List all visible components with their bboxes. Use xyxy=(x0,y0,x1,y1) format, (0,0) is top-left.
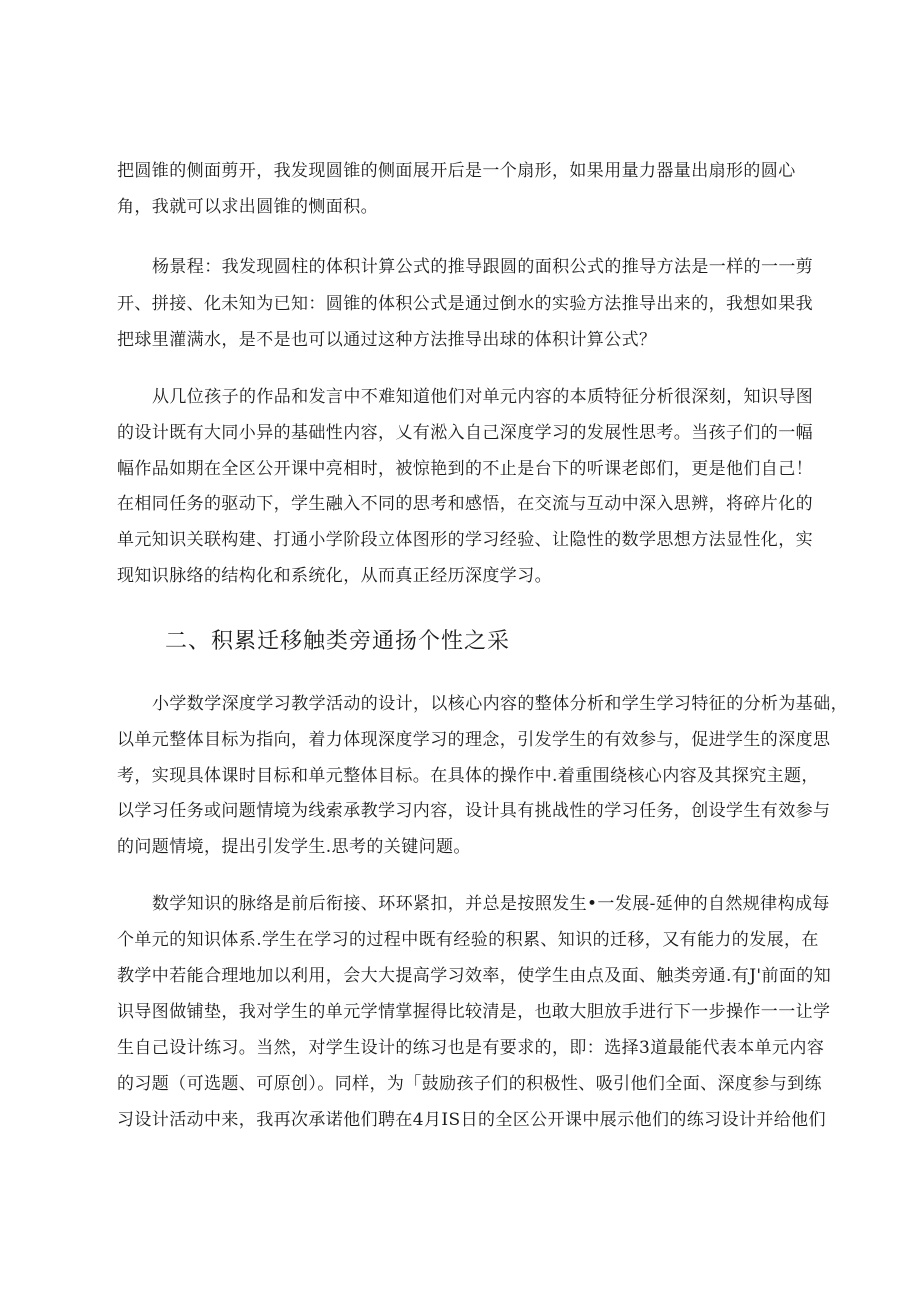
paragraph-4-line-2: 以单元整体目标为指向，着力体现深度学习的理念，引发学生的有效参与，促进学生的深度思 xyxy=(117,730,831,750)
paragraph-4-line-4: 以学习任务或问题情境为线索承教学习内容，设计具有挑战性的学习任务，创设学生有效参与 xyxy=(117,801,831,821)
paragraph-5-line-2: 个单元的知识体系.学生在学习的过程中既有经验的积累、知识的迁移，又有能力的发展，在 xyxy=(117,930,819,950)
paragraph-5-line-6: 的习题（可选题、可原创）。同样，为「鼓励孩子们的积极性、吸引他们全面、深度参与到练 xyxy=(117,1074,822,1094)
paragraph-4-line-1: 小学数学深度学习教学活动的设计，以核心内容的整体分析和学生学习特征的分析为基础， xyxy=(152,694,848,714)
paragraph-3-line-2: 的设计既有大同小异的基础性内容，乂有淞入自己深度学习的发展性思考。当孩子们的一幅 xyxy=(117,423,813,443)
paragraph-3-line-6: 现知识脉络的结构化和系统化，从而真正经历深度学习。 xyxy=(117,566,552,586)
paragraph-5-line-3: 教学中若能合理地加以利用，会大大提高学习效率，使学生由点及面、触类旁通.有J'前面的知 xyxy=(117,966,832,986)
section-heading: 二、积累迁移触类旁通扬个性之采 xyxy=(165,629,511,654)
paragraph-5-line-4: 识导图做铺垫，我对学生的单元学情掌握得比较清是，也敢大胆放手进行下一步操作一一让学 xyxy=(117,1002,831,1022)
paragraph-4-line-5: 的问题情境，提出引发学生.思考的关键问题。 xyxy=(117,837,471,857)
paragraph-5-line-5: 生自己设计练习。当然，对学生设计的练习也是有要求的，即：选择3道最能代表本单元内容 xyxy=(117,1038,825,1058)
paragraph-2-line-1: 杨景程：我发现圆柱的体积计算公式的推导跟圆的面积公式的推导方法是一样的一一剪 xyxy=(152,257,814,277)
paragraph-2-line-2: 开、拼接、化未知为已知：圆锥的体积公式是通过倒水的实验方法推导出来的，我想如果我 xyxy=(117,294,813,314)
paragraph-1-line-2: 角，我就可以求出圆锥的恻面积。 xyxy=(117,197,378,217)
paragraph-3-line-4: 在相同任务的驱动下，学生融入不同的思考和感悟，在交流与互动中深入思辨，将碎片化的 xyxy=(117,494,813,514)
paragraph-3-line-5: 单元知识关联构建、打通小学阶段立体图形的学习经验、让隐性的数学思想方法显性化，实 xyxy=(117,530,813,550)
paragraph-4-line-3: 考，实现具体课时目标和单元整体目标。在具体的操作中.着重围绕核心内容及其探究主题， xyxy=(117,766,819,786)
paragraph-3-line-1: 从几位孩子的作品和发言中不难知道他们对单元内容的本质特征分析很深刻，知识导图 xyxy=(152,387,814,407)
paragraph-2-line-3: 把球里灌满水，是不是也可以通过这种方法推导出球的体积计算公式？ xyxy=(117,330,657,350)
paragraph-3-line-3: 幅作品如期在全区公开课中亮相时，被惊艳到的不止是台下的听课老郎们，更是他们自己！ xyxy=(117,459,813,479)
paragraph-5-line-1: 数学知识的脉络是前后衔接、环环紧扣，并总是按照发生•一发展-延伸的自然规律构成每 xyxy=(152,894,830,914)
paragraph-5-line-7: 习设计活动中来，我再次承诺他们聘在4月IS日的全区公开课中展示他们的练习设计并给他们 xyxy=(117,1110,826,1130)
paragraph-1-line-1: 把圆锥的侧面剪开，我发现圆锥的侧面展开后是一个扇形，如果用量力器量出扇形的圆心 xyxy=(117,161,796,181)
